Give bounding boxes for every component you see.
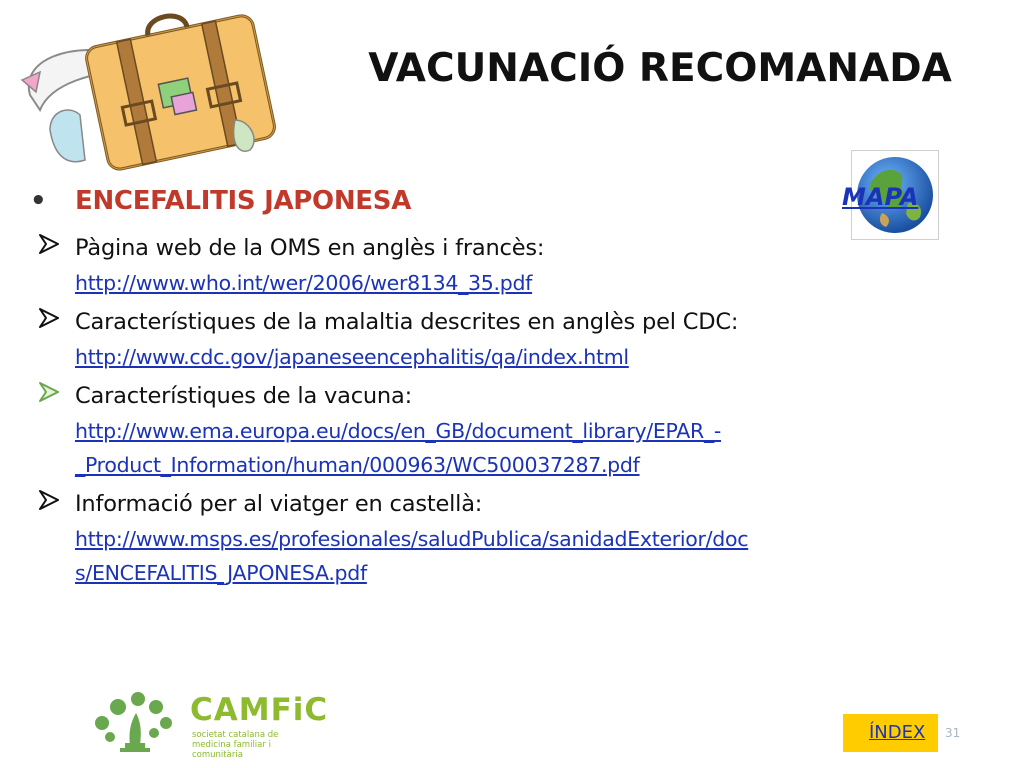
list-item-label: Pàgina web de la OMS en anglès i francès: (75, 235, 545, 261)
page-number: 31 (945, 726, 961, 740)
msps-link[interactable]: http://www.msps.es/profesionales/saludPublica/sanidadExterior/doc s/ENCEFALITIS_JAPONESA.pdf (75, 527, 749, 585)
arrow-bullet-icon (38, 380, 60, 404)
who-link[interactable]: http://www.who.int/wer/2006/wer8134_35.pdf (75, 271, 533, 295)
arrow-bullet-icon (38, 232, 60, 256)
list-item (30, 486, 980, 590)
arrow-bullet-icon (38, 488, 60, 512)
content-area (30, 184, 980, 590)
index-button-label[interactable]: ÍNDEX (869, 722, 926, 743)
map-link[interactable]: MAPA (842, 183, 919, 211)
list-item (30, 230, 980, 300)
org-subtitle: societat catalana de medicina familiar i comunitària (192, 730, 279, 760)
org-name: CAMFiC (190, 692, 329, 728)
bullet-dot-icon: • (30, 186, 47, 216)
arrow-bullet-icon (38, 306, 60, 330)
list-item (30, 378, 980, 482)
index-button[interactable] (843, 714, 938, 752)
suitcase-illustration (10, 0, 310, 180)
list-item-label: Informació per al viatger en castellà: (75, 491, 483, 517)
cdc-link[interactable]: http://www.cdc.gov/japaneseencephalitis/qa/index.html (75, 345, 629, 369)
list-item (30, 304, 980, 374)
ema-link[interactable]: http://www.ema.europa.eu/docs/en_GB/document_library/EPAR_- _Product_Information/human/000963/WC500037287.pdf (75, 419, 722, 477)
main-bullet-label: ENCEFALITIS JAPONESA (75, 186, 412, 216)
main-bullet (30, 184, 980, 226)
list-item-label: Característiques de la vacuna: (75, 383, 412, 409)
list-item-label: Característiques de la malaltia descrites en anglès pel CDC: (75, 309, 739, 335)
slide-title: VACUNACIÓ RECOMANADA (368, 46, 952, 91)
